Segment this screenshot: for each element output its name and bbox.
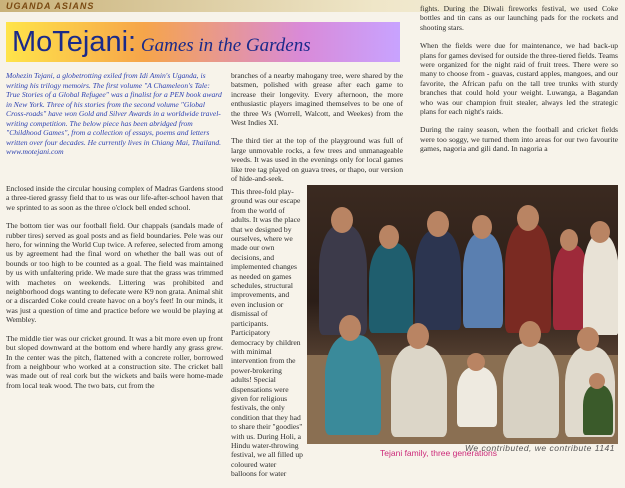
person-figure — [457, 367, 497, 427]
column-1 — [6, 184, 223, 399]
person-figure — [391, 345, 447, 437]
paragraph: When the fields were due for maintenance, we had back-up plans for games devised for outside the three-tiered fields. Teams were organized for the night raid of fruit trees. There were so many to choose from - guavas, custard apples, mangoes, and our favorite, the African pafu on the tall tree trunks with sturdy branches that could hold your weight. Luwanga, a Bagandan who was our champion fruit stealer, always led the strategic plans for each night's raids. — [420, 41, 618, 117]
photo-caption: Tejani family, three generations — [380, 448, 498, 458]
section-label: UGANDA ASIANS — [6, 1, 95, 11]
column-2-top — [231, 71, 403, 192]
paragraph: The middle tier was our cricket ground. It was a bit more even up front but sloped downward at the bottom end where hardly any grass grew. In the center was the pitch, flattened with a concrete roller, borrowed from a neighbour who worked at a construction site. The cricket ball was made out of real cork but the wickets and bails were home-made from local teak wood. The two bats, cut from the — [6, 333, 223, 390]
person-figure — [505, 223, 551, 333]
person-face — [519, 321, 541, 347]
person-face — [472, 215, 492, 239]
person-face — [427, 211, 449, 237]
column-2-narrow — [231, 187, 303, 488]
title-main: MoTejani: — [12, 26, 137, 58]
person-figure — [503, 343, 559, 438]
title-banner — [6, 22, 400, 62]
person-face — [339, 315, 361, 341]
person-figure — [369, 243, 413, 333]
author-intro — [6, 71, 224, 157]
paragraph: branches of a nearby mahogany tree, were shared by the batsmen, polished with grease after each game to increase their longevity. Every afternoon, the more enthusiastic players imagined themselves to be one of the three Ws (Worrell, Walcott, and Weekes) from the West Indies XI. — [231, 71, 403, 128]
page-number: 1141 — [594, 443, 615, 453]
person-face — [560, 229, 578, 251]
person-face — [407, 323, 429, 349]
paragraph: The third tier at the top of the playground was full of large unmovable rocks, a few trees and unmanageable weeds. It was used in the evenings only for local games like tree tag played on guava trees, or thapo, our version of hide-and-seek. — [231, 136, 403, 184]
person-face — [577, 327, 599, 351]
title-subtitle: Games in the Gardens — [136, 35, 311, 56]
person-face — [590, 221, 610, 243]
footer-slogan: We contributed, we contribute — [465, 443, 592, 453]
paragraph: Enclosed inside the circular housing complex of Madras Gardens stood a three-tiered grassy field that to us was our life-after-school haven that we sprinted to as soon as the three o'clock bell ended school. — [6, 184, 223, 212]
column-3 — [420, 4, 618, 163]
footer — [465, 443, 615, 453]
person-face — [517, 205, 539, 231]
person-figure — [415, 230, 461, 330]
person-figure — [583, 385, 613, 435]
family-photo — [307, 185, 618, 444]
person-face — [589, 373, 605, 389]
person-figure — [583, 235, 618, 335]
intro-text: Mohezin Tejani, a globetrotting exiled from Idi Amin's Uganda, is writing his trilogy memoirs. The first volume "A Chameleon's Tale: True Stories of a Global Refugee" was a finalist for a PEN book award in New York. Three of his stories from the second volume "Global Cross-roads" have won Gold and Silver Awards in a worldwide travel-writing competition. The below piece has been abridged from "Childhood Games", from a collection of essays, poems and letters written over four decades. He currently lives in Chiang Mai, Thailand. — [6, 71, 222, 147]
paragraph: The bottom tier was our football field. Our chappals (sandals made of rubber tires) served as goal posts and as field boundaries. Pele was our hero, for winning the World Cup twice. A referee, selected from among us by agreement had the final word on whether the ball was out of bounds or too high to be counted as a goal. The field was maintained by us with unfaltering pride. We made sure that the grass was trimmed with machetes on weekends. Littering was prohibited and neighborhood dogs wanting to defecate were K9 non grata. Animal shit or a discarded Coke could create havoc on a boy's feet! In our minds, it was just a question of time and practice before we would be playing at Wembley. — [6, 221, 223, 325]
paragraph: fights. During the Diwali fireworks festival, we used Coke bottles and tin cans as our launching pads for the rockets and shooting stars. — [420, 4, 618, 32]
person-figure — [463, 233, 503, 328]
paragraph: This three-fold play-ground was our escape from the world of adults. It was the place that we designed by ourselves, where we made our own decisions, and implemented changes as needed on games schedules, structural improvements, and even inclusion or dismissal of participants. Participatory democracy by children with minimal intervention from the power-brokering adults! Special dispensations were given for religious festivals, the only condition that they had to share their "goodies" with us. During Holi, a Hindu water-throwing festival, we all filled up coloured water balloons for water — [231, 187, 303, 479]
person-face — [467, 353, 485, 371]
author-website-link[interactable]: www.motejani.com — [6, 147, 64, 156]
person-face — [379, 225, 399, 249]
page-title — [12, 26, 311, 59]
person-figure — [325, 335, 381, 435]
person-face — [331, 207, 353, 233]
paragraph: During the rainy season, when the football and cricket fields were too soggy, we turned them into areas for our two favourite games, nagoria and gili dand. In nagoria a — [420, 125, 618, 154]
